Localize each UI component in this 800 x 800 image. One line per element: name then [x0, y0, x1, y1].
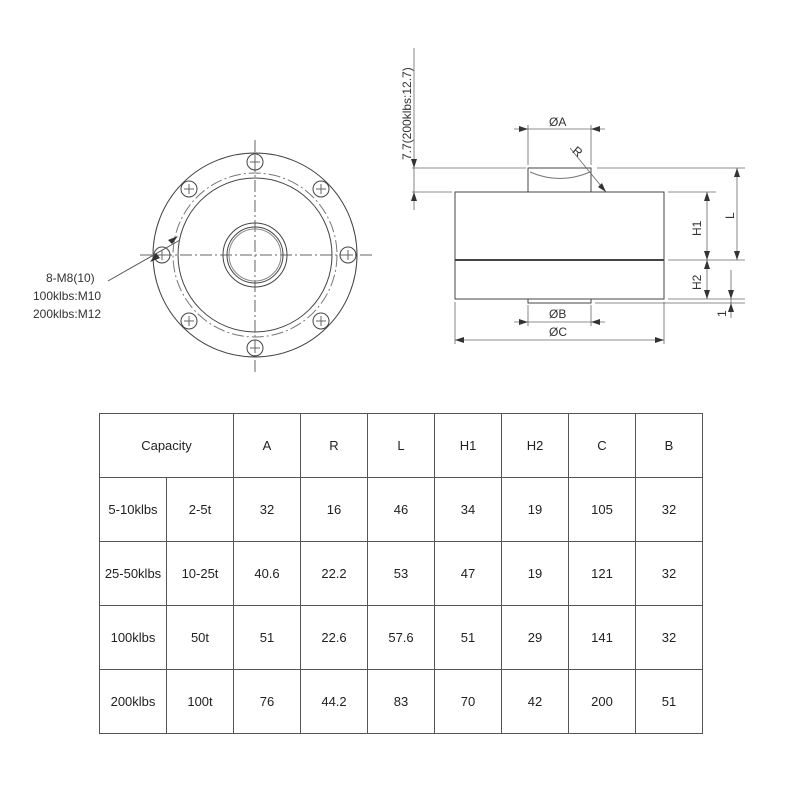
- hole-callout-leader: [108, 240, 180, 281]
- table-row: [100, 542, 703, 606]
- hole-callout-200klbs: 200klbs:M12: [33, 307, 102, 321]
- table-cell: 25-50klbs: [100, 542, 167, 606]
- dim-L-label: L: [723, 212, 737, 219]
- specification-table: [99, 413, 703, 734]
- table-cell: 200klbs: [100, 670, 167, 734]
- header-a: A: [234, 414, 301, 478]
- table-cell: 70: [435, 670, 502, 734]
- table-cell: 200: [569, 670, 636, 734]
- table-row: [100, 606, 703, 670]
- table-cell: 100klbs: [100, 606, 167, 670]
- table-cell: 83: [368, 670, 435, 734]
- table-cell: 19: [502, 542, 569, 606]
- table-header-row: [100, 414, 703, 478]
- load-button: [528, 168, 591, 192]
- dim-R-label: R: [569, 143, 586, 160]
- table-cell: 16: [301, 478, 368, 542]
- table-cell: 44.2: [301, 670, 368, 734]
- table-cell: 100t: [167, 670, 234, 734]
- table-cell: 32: [636, 478, 703, 542]
- table-cell: 2-5t: [167, 478, 234, 542]
- side-view: [411, 48, 745, 344]
- table-cell: 5-10klbs: [100, 478, 167, 542]
- dim-1-label: 1: [715, 310, 729, 317]
- header-capacity: Capacity: [100, 414, 234, 478]
- table-cell: 57.6: [368, 606, 435, 670]
- table-cell: 32: [234, 478, 301, 542]
- table-cell: 10-25t: [167, 542, 234, 606]
- table-row: [100, 478, 703, 542]
- dim-C-label: ØC: [549, 325, 567, 339]
- offset-dimension-label: 7.7(200klbs:12.7): [400, 67, 414, 160]
- table-cell: 47: [435, 542, 502, 606]
- table-row: [100, 670, 703, 734]
- header-h2: H2: [502, 414, 569, 478]
- table-cell: 46: [368, 478, 435, 542]
- table-cell: 141: [569, 606, 636, 670]
- bottom-boss: [528, 299, 591, 303]
- table-cell: 22.2: [301, 542, 368, 606]
- table-cell: 50t: [167, 606, 234, 670]
- header-l: L: [368, 414, 435, 478]
- hole-callout: 8-M8(10): [46, 271, 95, 285]
- table-cell: 51: [636, 670, 703, 734]
- table-cell: 51: [234, 606, 301, 670]
- table-cell: 105: [569, 478, 636, 542]
- dim-H2-label: H2: [690, 274, 704, 290]
- header-r: R: [301, 414, 368, 478]
- dim-B-label: ØB: [549, 307, 567, 321]
- table-cell: 22.6: [301, 606, 368, 670]
- header-h1: H1: [435, 414, 502, 478]
- dim-A-label: ØA: [549, 115, 567, 129]
- table-cell: 19: [502, 478, 569, 542]
- front-view: [108, 140, 372, 372]
- table-cell: 121: [569, 542, 636, 606]
- table-cell: 42: [502, 670, 569, 734]
- hole-callout-100klbs: 100klbs:M10: [33, 289, 102, 303]
- table-cell: 32: [636, 606, 703, 670]
- header-b: B: [636, 414, 703, 478]
- table-cell: 34: [435, 478, 502, 542]
- table-cell: 51: [435, 606, 502, 670]
- table-cell: 53: [368, 542, 435, 606]
- main-body: [455, 192, 664, 299]
- table-cell: 40.6: [234, 542, 301, 606]
- table-cell: 29: [502, 606, 569, 670]
- header-c: C: [569, 414, 636, 478]
- table-cell: 76: [234, 670, 301, 734]
- table-cell: 32: [636, 542, 703, 606]
- dim-H1-label: H1: [690, 220, 704, 236]
